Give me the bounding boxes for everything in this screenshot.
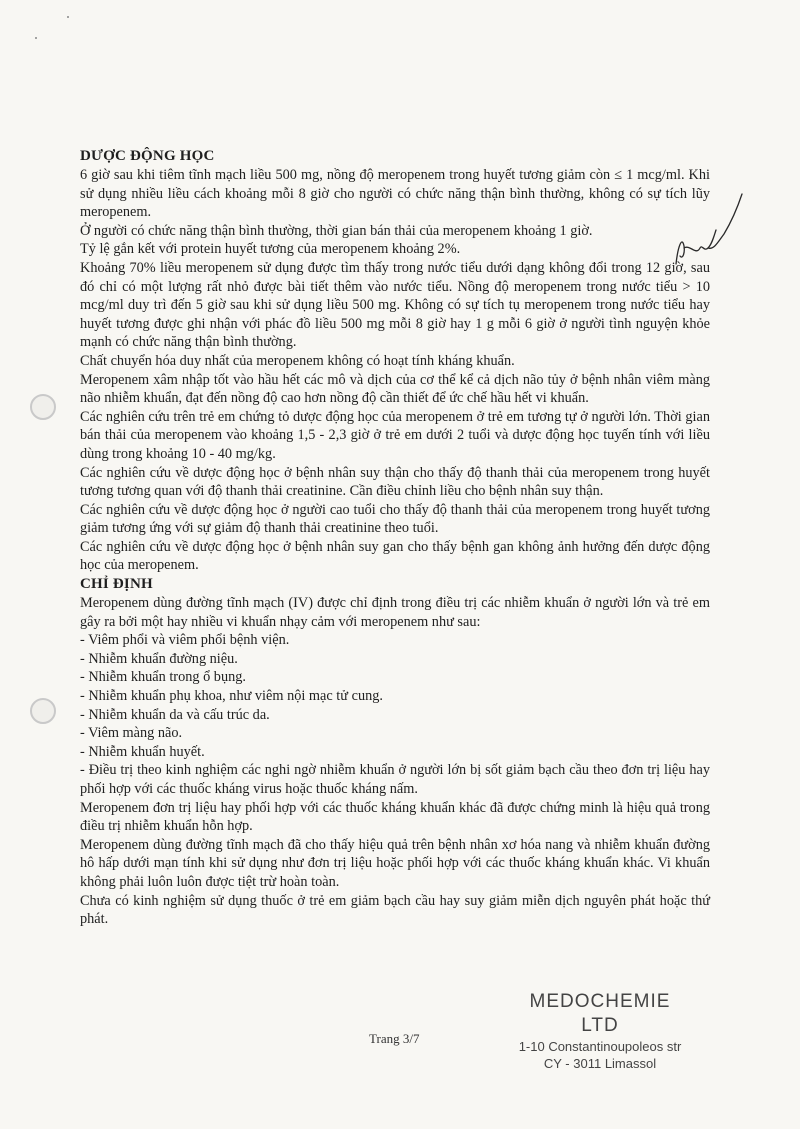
paragraph: Các nghiên cứu về dược động học ở bệnh nhân suy thận cho thấy độ thanh thải của meropenem trong huyết tương tương quan với độ thanh thải creatinine. Cần điều chỉnh liều cho bệnh nhân suy thận. <box>80 464 710 500</box>
company-stamp <box>510 990 690 1072</box>
page-number: Trang 3/7 <box>369 1031 420 1046</box>
list-item: - Nhiễm khuẩn huyết. <box>80 743 205 760</box>
list-item: - Viêm màng não. <box>80 725 183 742</box>
stamp-address-line: 1-10 Constantinoupoleos str <box>518 1039 682 1054</box>
scan-speck <box>67 16 69 18</box>
paragraph: Các nghiên cứu trên trẻ em chứng tỏ dược động học của meropenem ở trẻ em tương tự ở người lớn. Thời gian bán thải của meropenem vào khoảng 1,5 - 2,3 giờ ở trẻ em dưới 2 tuổi và dược động học tuyến tính với liều dùng trong khoảng 10 - 40 mg/kg. <box>80 408 710 462</box>
document-body <box>80 147 710 929</box>
paragraph: Chưa có kinh nghiệm sử dụng thuốc ở trẻ em giảm bạch cầu hay suy giảm miễn dịch nguyên phát hoặc thứ phát. <box>80 892 710 928</box>
list-item: - Điều trị theo kinh nghiệm các nghi ngờ nhiễm khuẩn ở người lớn bị sốt giảm bạch cầu theo đơn trị liệu hay phối hợp với các thuốc kháng virus hoặc thuốc kháng nấm. <box>80 762 710 797</box>
paragraph: Meropenem đơn trị liệu hay phối hợp với các thuốc kháng khuẩn khác đã được chứng minh là hiệu quả trong điều trị nhiễm khuẩn hỗn hợp. <box>80 799 710 835</box>
list-item: - Viêm phổi và viêm phổi bệnh viện. <box>80 632 290 649</box>
paragraph: Tỷ lệ gắn kết với protein huyết tương của meropenem khoảng 2%. <box>80 241 461 258</box>
paragraph: Chất chuyển hóa duy nhất của meropenem không có hoạt tính kháng khuẩn. <box>80 352 515 369</box>
paragraph: Các nghiên cứu về dược động học ở bệnh nhân suy gan cho thấy bệnh gan không ảnh hưởng đến dược động học của meropenem. <box>80 538 710 574</box>
list-item: - Nhiễm khuẩn đường niệu. <box>80 650 238 667</box>
indications-intro: Meropenem dùng đường tĩnh mạch (IV) được chỉ định trong điều trị các nhiễm khuẩn ở người lớn và trẻ em gây ra bởi một hay nhiều vi khuẩn nhạy cảm với meropenem như sau: <box>80 595 710 630</box>
punch-hole-icon <box>30 394 56 420</box>
paragraph: Khoảng 70% liều meropenem sử dụng được tìm thấy trong nước tiểu dưới dạng không đổi trong 12 giờ, sau đó chỉ có một lượng rất nhỏ được bài tiết thêm vào nước tiểu. Nồng độ meropenem trong nước tiểu > 10 mcg/ml duy trì đến 5 giờ sau khi sử dụng liều 500 mg. Không có sự tích tụ meropenem trong nước tiểu hay huyết tương được ghi nhận với phác đồ liều 500 mg mỗi 8 giờ hay 1 g mỗi 6 giờ ở người tình nguyện khỏe mạnh có chức năng thận bình thường. <box>80 259 710 351</box>
paragraph: Ở người có chức năng thận bình thường, thời gian bán thải của meropenem khoảng 1 giờ. <box>80 222 593 239</box>
stamp-company-name: MEDOCHEMIE LTD <box>529 991 671 1036</box>
paragraph: Các nghiên cứu về dược động học ở người cao tuổi cho thấy độ thanh thải của meropenem trong huyết tương giảm tương ứng với sự giảm độ thanh thải creatinine theo tuổi. <box>80 501 710 537</box>
stamp-address-line: CY - 3011 Limassol <box>543 1056 657 1071</box>
list-item: - Nhiễm khuẩn trong ổ bụng. <box>80 669 246 686</box>
list-item: - Nhiễm khuẩn phụ khoa, như viêm nội mạc tử cung. <box>80 688 383 705</box>
scan-speck <box>35 37 37 39</box>
list-item: - Nhiễm khuẩn da và cấu trúc da. <box>80 706 270 723</box>
section-heading-pharmacokinetics: DƯỢC ĐỘNG HỌC <box>80 148 215 164</box>
punch-hole-icon <box>30 698 56 724</box>
paragraph: 6 giờ sau khi tiêm tĩnh mạch liều 500 mg, nồng độ meropenem trong huyết tương giảm còn ≤ 1 mcg/ml. Khi sử dụng nhiều liều cách khoảng mỗi 8 giờ cho người có chức năng thận bình thường, không có sự tích lũy meropenem. <box>80 167 710 221</box>
paragraph: Meropenem xâm nhập tốt vào hầu hết các mô và dịch của cơ thể kể cả dịch não tủy ở bệnh nhân viêm màng não nhiễm khuẩn, đạt đến nồng độ cao hơn nồng độ cần thiết để ức chế hầu hết vi khuẩn. <box>80 371 710 407</box>
section-heading-indications: CHỈ ĐỊNH <box>80 576 153 593</box>
paragraph: Meropenem dùng đường tĩnh mạch đã cho thấy hiệu quả trên bệnh nhân xơ hóa nang và nhiễm khuẩn đường hô hấp dưới mạn tính khi sử dụng như đơn trị liệu hoặc phối hợp với các thuốc kháng khuẩn khác. Vi khuẩn không phải luôn luôn được tiệt trừ hoàn toàn. <box>80 836 710 890</box>
